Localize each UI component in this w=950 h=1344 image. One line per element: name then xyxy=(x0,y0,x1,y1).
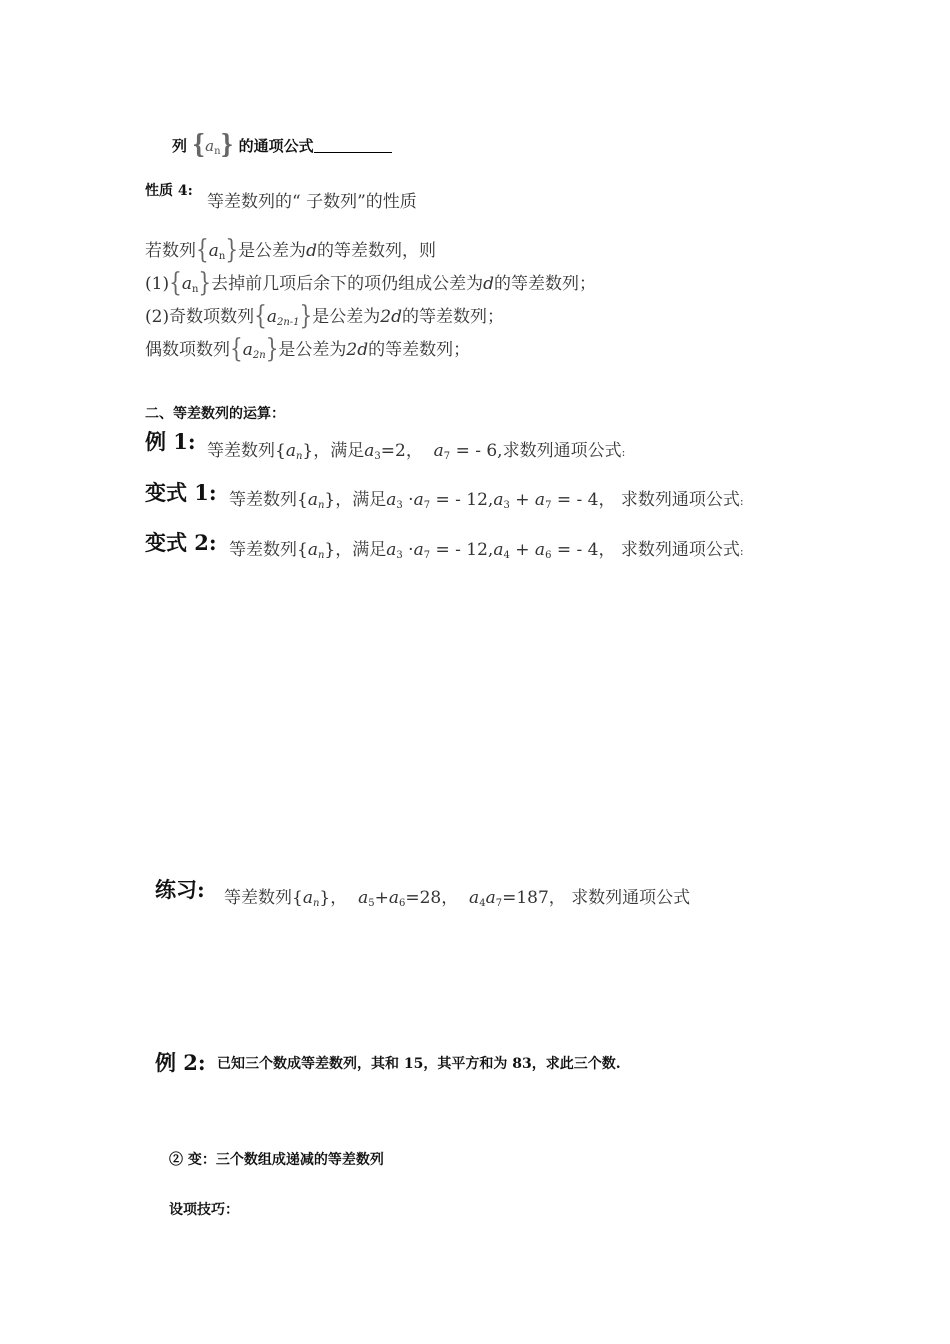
variant1-label: 变式 1: xyxy=(145,480,217,505)
example2-label: 例 2: xyxy=(155,1050,206,1075)
property4-line4: 偶数项数列$\{a_{2n}\}$是公差为2d的等差数列； xyxy=(145,332,471,364)
p4-l1-sub: n xyxy=(218,251,226,262)
variant2-label: 变式 2: xyxy=(145,530,217,555)
ex1-a3: a xyxy=(364,441,375,461)
pr-var: a xyxy=(302,888,313,908)
p4-l1-b: 是公差为 xyxy=(238,241,307,261)
p4-l3-c: 的等差数列； xyxy=(401,307,504,327)
pr-a7: a xyxy=(485,888,496,908)
p4-l4-b: 是公差为 xyxy=(278,340,347,360)
p4-l2-sub: n xyxy=(191,284,199,295)
v1-cond2: = - 4， xyxy=(556,490,616,510)
ex1-cond2: = - 6, xyxy=(455,441,503,461)
v2-a3: a xyxy=(386,540,397,560)
ex1-sub7: 7 xyxy=(443,451,451,462)
answer-blank[interactable] xyxy=(314,138,392,153)
example2-text: 已知三个数成等差数列，其和 15，其平方和为 83，求此三个数. xyxy=(217,1056,621,1072)
property4-line1: 若数列$\{a_n\}$是公差为d的等差数列，则 xyxy=(145,233,436,265)
p4-l4-var: a xyxy=(242,340,253,360)
p4-l1-a: 若数列 xyxy=(145,241,196,261)
p4-l3-var: a xyxy=(266,307,277,327)
decreasing-variant: ② 变：三个数组成递减的等差数列 xyxy=(169,1152,384,1168)
v1-cond1: = - 12, xyxy=(435,490,494,510)
v2-sub: n xyxy=(317,550,325,561)
p4-l1-d: d xyxy=(306,241,317,261)
pr-sub5: 5 xyxy=(368,898,375,909)
left-brace: { xyxy=(192,128,206,160)
example1-text: 等差数列$\{a_n\}$，满足$a_3=2$， $a_7$ = - 6,求数列通项公式: xyxy=(207,441,626,462)
ex1-sub: n xyxy=(295,451,303,462)
suffix-text: 的通项公式 xyxy=(238,137,314,155)
pr-ask: 求数列通项公式 xyxy=(571,888,691,908)
p4-l2-d: d xyxy=(483,274,495,294)
v1-sub7b: 7 xyxy=(545,500,552,511)
v2-b: }，满足 xyxy=(324,540,387,560)
practice-label: 练习: xyxy=(155,877,205,902)
p4-l2-var: a xyxy=(181,274,192,294)
seq-var: a xyxy=(205,137,215,155)
pr-a: 等差数列{ xyxy=(224,888,303,908)
p4-l4-2d: 2d xyxy=(346,340,369,360)
ex1-sub3: 3 xyxy=(374,451,381,462)
v1-a7b: a xyxy=(534,490,546,510)
v2-sub3: 3 xyxy=(396,550,403,561)
p4-l3-b: 是公差为 xyxy=(312,307,381,327)
v1-sub3: 3 xyxy=(396,500,403,511)
section2-heading: 二、等差数列的运算： xyxy=(145,406,285,422)
variant1-text: 等差数列$\{a_n\}$，满足$a_3 \cdot a_7$ = - $12,a_3 + a_7$ = - 4， 求数列通项公式: xyxy=(229,490,744,511)
example1-label: 例 1: xyxy=(145,429,196,454)
pr-a5: a xyxy=(358,888,369,908)
ex1-ask: 求数列通项公式 xyxy=(502,441,622,461)
v2-var: a xyxy=(307,540,318,560)
p4-l4-sub: 2n xyxy=(252,350,266,361)
right-brace: } xyxy=(220,128,234,160)
p4-l4-c: 的等差数列； xyxy=(368,340,471,360)
pr-a6: a xyxy=(388,888,399,908)
pr-prod: =187， xyxy=(502,888,566,908)
p4-l2-c: 的等差数列； xyxy=(494,274,597,294)
v2-ask: 求数列通项公式 xyxy=(620,540,740,560)
variant2-text: 等差数列$\{a_n\}$，满足$a_3 \cdot a_7$ = - $12,a_4 + a_6$ = - 4， 求数列通项公式: xyxy=(229,540,744,561)
property4-title: 等差数列的“ 子数列”的性质 xyxy=(207,192,417,212)
v1-sub7: 7 xyxy=(423,500,431,511)
p4-l1-c: 的等差数列，则 xyxy=(316,241,436,261)
v2-a6: a xyxy=(534,540,546,560)
term-setting-tip: 设项技巧： xyxy=(169,1202,239,1218)
pr-b: }， xyxy=(319,888,348,908)
v1-a: 等差数列{ xyxy=(229,490,308,510)
v2-a4: a xyxy=(493,540,504,560)
pr-sub7: 7 xyxy=(495,898,503,909)
property4-label: 性质 4: xyxy=(145,183,193,199)
p4-l3-sub: 2n-1 xyxy=(276,317,300,328)
v2-sub4: 4 xyxy=(503,550,510,561)
p4-l3-a: (2)奇数项数列 xyxy=(145,307,255,327)
v2-a: 等差数列{ xyxy=(229,540,308,560)
p4-l2-a: (1) xyxy=(145,274,170,294)
pr-sub6: 6 xyxy=(398,898,406,909)
p4-l2-b: 去掉前几项后余下的项仍组成公差为 xyxy=(211,274,484,294)
pr-sub: n xyxy=(312,898,320,909)
property4-line2: $(1)\{a_n\}$去掉前几项后余下的项仍组成公差为d的等差数列； xyxy=(145,266,597,298)
v1-a7: a xyxy=(413,490,424,510)
v2-cond1: = - 12, xyxy=(435,540,494,560)
ex1-cond1: =2， xyxy=(380,441,423,461)
v1-sub: n xyxy=(317,500,325,511)
seq-sub: n xyxy=(214,146,221,157)
ex1-b: }，满足 xyxy=(302,441,365,461)
v1-sub3b: 3 xyxy=(503,500,510,511)
p4-l4-a: 偶数项数列 xyxy=(145,340,230,360)
property4-line3: (2)奇数项数列$\{a_{2n-1}\}$是公差为2d的等差数列； xyxy=(145,299,504,331)
v1-var: a xyxy=(307,490,318,510)
ex1-var: a xyxy=(285,441,296,461)
p4-l1-var: a xyxy=(208,241,219,261)
v1-a3b: a xyxy=(493,490,504,510)
ex1-a7: a xyxy=(433,441,444,461)
v2-a7: a xyxy=(413,540,424,560)
practice-text: 等差数列$\{a_n\}$， $a_5+a_6=28$， $a_4a_7=187$， 求数列通项公式 xyxy=(224,888,691,909)
v2-cond2: = - 4， xyxy=(556,540,616,560)
v1-a3: a xyxy=(386,490,397,510)
pr-sum: =28， xyxy=(405,888,459,908)
v1-ask: 求数列通项公式 xyxy=(620,490,740,510)
general-term-prompt xyxy=(172,128,392,160)
v1-b: }，满足 xyxy=(324,490,387,510)
v2-sub6: 6 xyxy=(545,550,552,561)
p4-l3-2d: 2d xyxy=(380,307,402,327)
ex1-a: 等差数列{ xyxy=(207,441,286,461)
v2-sub7: 7 xyxy=(423,550,431,561)
prefix-text: 列 xyxy=(172,137,188,155)
pr-sub4: 4 xyxy=(479,898,486,909)
pr-a4: a xyxy=(469,888,480,908)
